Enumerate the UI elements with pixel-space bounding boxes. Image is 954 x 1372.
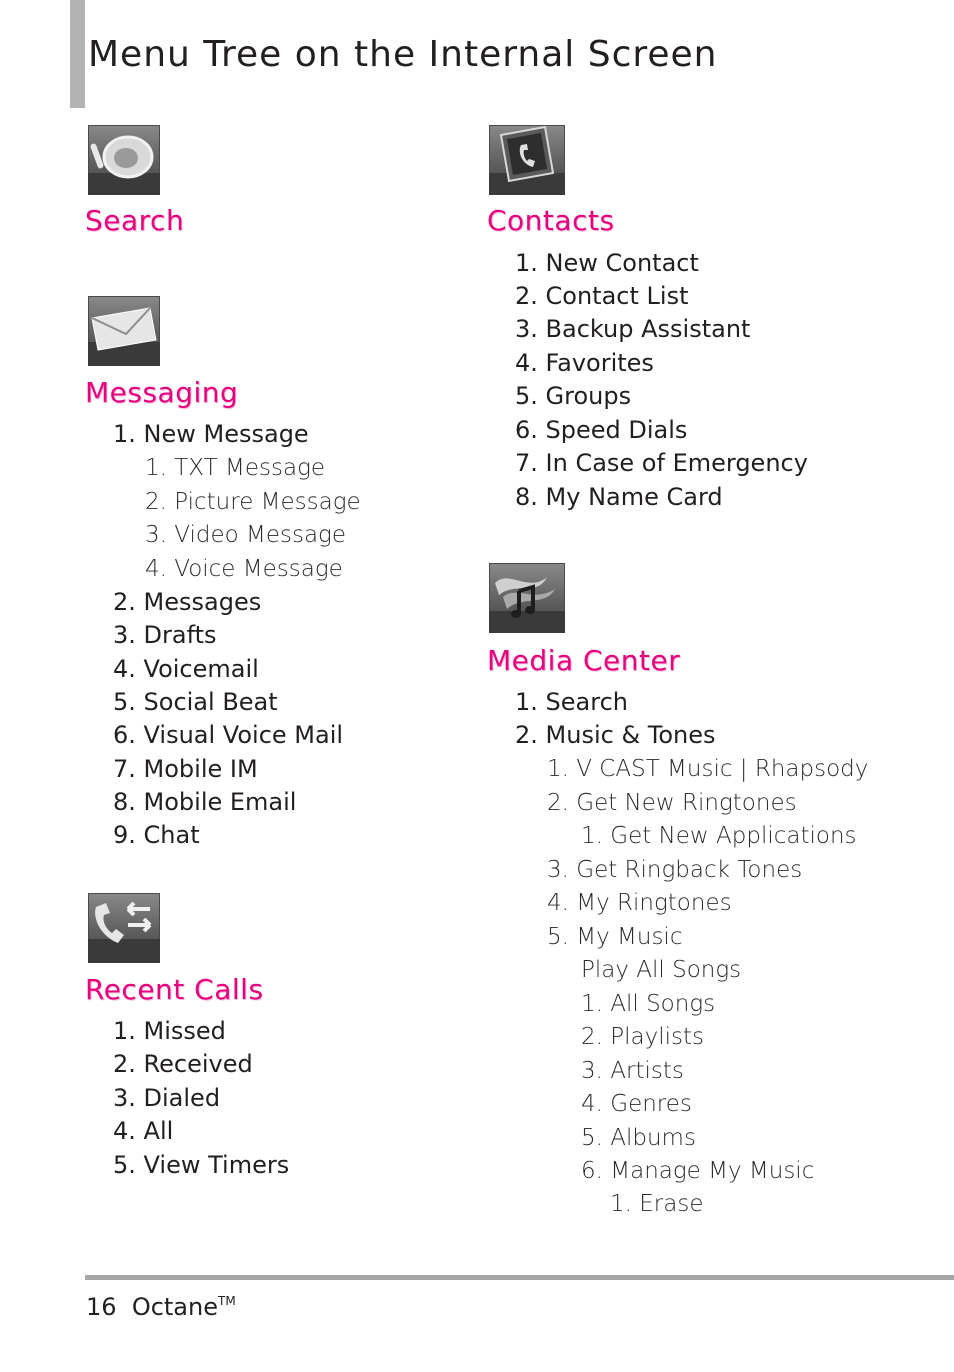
- list-item: 4. Voice Message: [145, 556, 343, 582]
- list-item: 3. Artists: [581, 1058, 684, 1084]
- list-item: 4. Voicemail: [113, 655, 259, 683]
- list-item: 2. Messages: [113, 588, 262, 616]
- list-item: 1. Get New Applications: [581, 823, 857, 849]
- contacts-book-icon: [489, 125, 565, 195]
- list-item: 1. Missed: [113, 1017, 226, 1045]
- list-item: 7. In Case of Emergency: [515, 449, 808, 477]
- list-item: 9. Chat: [113, 821, 200, 849]
- trademark-mark: TM: [218, 1294, 236, 1308]
- list-item: 4. Favorites: [515, 349, 654, 377]
- list-item: 4. My Ringtones: [547, 890, 732, 916]
- footer-divider: [85, 1275, 954, 1280]
- list-item: 5. View Timers: [113, 1151, 290, 1179]
- list-item: 1. All Songs: [581, 991, 716, 1017]
- list-item: 1. V CAST Music | Rhapsody: [547, 756, 869, 782]
- list-item: 7. Mobile IM: [113, 755, 258, 783]
- media-center-icon: [489, 563, 565, 633]
- list-item: 1. Erase: [610, 1191, 704, 1217]
- list-item: 1. New Message: [113, 420, 309, 448]
- list-item: 8. My Name Card: [515, 483, 723, 511]
- list-item: 5. Social Beat: [113, 688, 278, 716]
- list-item: 5. My Music: [547, 924, 683, 950]
- list-item: 5. Groups: [515, 382, 632, 410]
- list-item: 4. All: [113, 1117, 174, 1145]
- messaging-heading: Messaging: [85, 376, 239, 409]
- phone-calls-icon: [88, 893, 160, 963]
- media-center-heading: Media Center: [487, 644, 681, 677]
- list-item: 5. Albums: [581, 1125, 696, 1151]
- list-item: 2. Contact List: [515, 282, 689, 310]
- list-item: 2. Picture Message: [145, 489, 361, 515]
- list-item: 3. Dialed: [113, 1084, 221, 1112]
- list-item: 6. Speed Dials: [515, 416, 688, 444]
- envelope-icon: [88, 296, 160, 366]
- search-icon: [88, 125, 160, 195]
- list-item: 2. Music & Tones: [515, 721, 716, 749]
- list-item: 2. Received: [113, 1050, 253, 1078]
- search-heading: Search: [85, 204, 185, 237]
- list-item: 1. TXT Message: [145, 455, 326, 481]
- recent-calls-heading: Recent Calls: [85, 973, 264, 1006]
- list-item: 2. Get New Ringtones: [547, 790, 797, 816]
- list-item: 1. New Contact: [515, 249, 699, 277]
- contacts-heading: Contacts: [487, 204, 615, 237]
- list-item: 6. Visual Voice Mail: [113, 721, 344, 749]
- product-name: Octane: [131, 1293, 218, 1321]
- list-item: 3. Video Message: [145, 522, 347, 548]
- list-item: 6. Manage My Music: [581, 1158, 815, 1184]
- list-item: 3. Backup Assistant: [515, 315, 751, 343]
- list-item: Play All Songs: [581, 957, 742, 983]
- title-accent-bar: [70, 0, 85, 108]
- list-item: 8. Mobile Email: [113, 788, 297, 816]
- list-item: 3. Drafts: [113, 621, 217, 649]
- list-item: 1. Search: [515, 688, 628, 716]
- list-item: 4. Genres: [581, 1091, 692, 1117]
- page-footer: [86, 1293, 236, 1321]
- page-title: Menu Tree on the Internal Screen: [88, 34, 718, 75]
- page-number: 16: [86, 1293, 117, 1321]
- list-item: 2. Playlists: [581, 1024, 704, 1050]
- list-item: 3. Get Ringback Tones: [547, 857, 803, 883]
